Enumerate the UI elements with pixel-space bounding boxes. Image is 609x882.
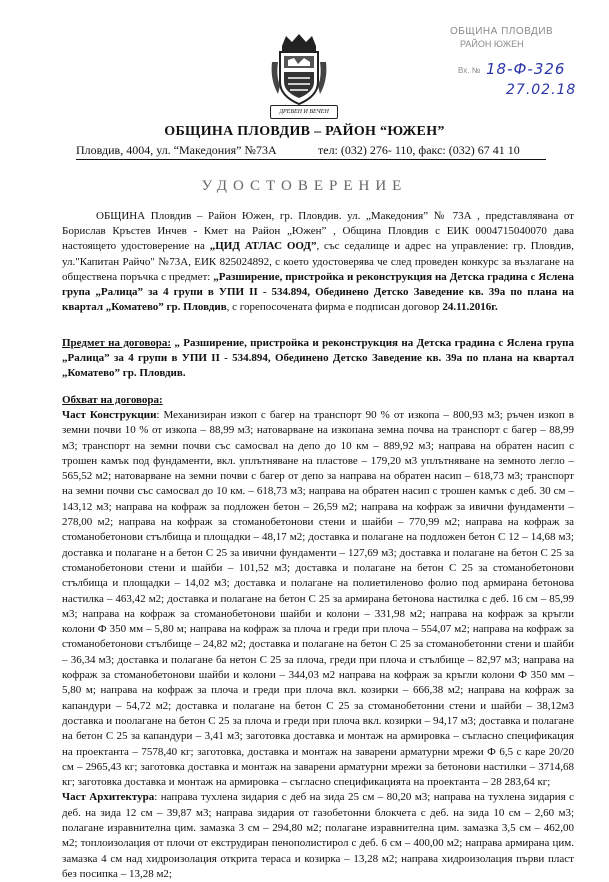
stamp-number: 18-Ф-326 <box>486 60 566 78</box>
address: Пловдив, 4004, ул. “Македония” №73А <box>76 143 277 157</box>
coat-of-arms-icon <box>268 32 330 114</box>
registration-stamp <box>448 22 600 108</box>
org-title: ОБЩИНА ПЛОВДИВ – РАЙОН “ЮЖЕН” <box>164 124 445 139</box>
crest-motto: ДРЕВЕН И ВЕЧЕН <box>270 105 338 119</box>
stamp-date: 27.02.18 <box>506 82 577 98</box>
scope-title: Обхват на договора: <box>62 394 163 406</box>
architecture-label: Част Архитектура <box>62 791 155 804</box>
scope-paragraph <box>62 408 574 882</box>
stamp-district: РАЙОН ЮЖЕН <box>460 39 524 49</box>
contract-subject <box>62 336 574 382</box>
subject-text: „ Разширение, пристройка и реконструкция на Детска градина с Яслена група „Ралица” за 4 групи в УПИ ІІ - 534.894, Обединено Детско Заведение кв. 39а по плана на квартал „Коматево” гр. Пловдив. <box>62 337 574 380</box>
construction-text: : Механизиран изкоп с багер на транспорт 90 % от изкопа – 800,93 м3; ръчен изкоп в земни почви 10 % от изкопа – 88,99 м3; натоварване на изкопана земна почва на транспорт с багер – 88,99 м3; транспорт на земни почви със самосвал на депо до 10 км – 889,92 м3; направа на обратен насип с трошен камък под фундаменти, вкл. уплътняване на пластове – 179,20 м3 уплътняване на земното легло – 565,52 м2; натоварване на земни почви с багер от депо за направа на обратен насип – 618,73 м3; транспорт на земни почви със самосвал до 10 км. – 618,73 м3; направа на обратен насип с трошен камък с деб. 30 см – 143,12 м3; направа на кофраж за подложен бетон – 26,59 м2; направа на кофраж за ивични фундаменти – 278,00 м2; направа на кофраж за стоманобетонови стени и шайби – 770,99 м2; направа на кофраж за стоманобетонови стълбища и площадки – 48,17 м2; доставка и полагане на подложен бетон С 12 – 14,68 м3; доставка и полагане н а бетон С 25 за ивични фундаменти – 127,69 м3; доставка и полагане на бетон С 25 за стоманобетонови стени и шайби – 101,52 м3; доставка и полагане на бетон С 25 за стоманобетонови стълбища и площадки – 14,02 м3; доставка и полагане на полиетиленово фолио под армирана бетонова настилка – 463,42 м2; доставка и полагане на бетон С 25 за армирана бетонова настилка с деб. 16 см – 85,99 м3; направа на кофраж за стоманобетонови шайби и колони – 331,98 м2; направа на кофраж за кръгли колони Ф 350 мм – 5,80 м; направа на кофраж за плоча и греди при плоча – 554,07 м2; направа на кофраж за стоманобетонови стълбище – 24,82 м2; доставка и полагане на бетон С 25 за стоманобетонни стени и шайби – 36,34 м3; доставка и полагане ба нетон С 25 за плоча, греди при плоча и стълбище – 82,97 м3; направа на кофраж за стоманобетонови шайби и колони – 344,03 м2 направа на кофраж за кръгли колони Ф 350 мм – 5,80 м; направа на кофраж за плоча и греди при плоча вкл. козирки – 666,38 м2; направа на кофраж за капандури – 54,72 м2; доставка и полагане на бетон С 25 за стоманобетонни стени и шайби – 38,12м3 доставка и поолагане на бетон С 25 за плоча и греди при плоча вкл. козирки – 94,17 м3; доставка и полагане на бетон С 25 за капандури – 3,41 м3; заготовка доставка и монтаж на армировка – съгласно спецификация на проектанта – 7578,40 кг; заготовка, доставка и монтаж на заварени арматурни мрежи Ф 6,5 с каре 20/20 см – 2965,43 кг; заготовка доставка и монтаж на заварени арматурни мрежи за бетонови настилки – 3714,68 кг; заготовка доставка и монтаж на армировка – съгласно спецификацията на проектанта – 28 283,64 кг; <box>62 409 574 789</box>
intro-text-2: , със седалище и адрес на управление: гр. Пловдив, ул."Капитан Райчо" №73А, ЕИК 825024892, с което удостоверява че след проведен конкурс за възлагане на обществена поръчка с предмет: <box>62 240 574 283</box>
contract-date: 24.11.2016г. <box>442 301 498 314</box>
subject-label: Предмет на договора: <box>62 337 171 349</box>
intro-paragraph <box>62 209 574 315</box>
intro-text-1: ОБЩИНА Пловдив – Район Южен, гр. Пловдив. ул. „Македония” № 73А , представлявана от Борислав Кръстев Инчев - Кмет на Район „Южен” , Община Пловдив с ЕИК 0004715040070 дава настоящето удостоверение на <box>62 210 574 253</box>
architecture-text: : направа тухлена зидария с деб на зида 25 см – 80,20 м3; направа на тухлена зидария с деб. на зида 12 см – 39,87 м3; направа зидария от газобетонни блокчета с деб. на зида 10 см – 2,60 м3; полагане изравнителна цим. замазка 3 см – 294,80 м2; полагане изравнителна цим. замазка 3,5 см – 462,00 м2; топлоизолация от плочи от екструдиран пенополистирол с деб. 6 см – 400,00 м2; направа армирана цим. замазка 4 см над хидроизолация открита тераса и козирка – 13,28 м2; направа хидроизолация първи пласт без посипка – 13,28 м2; <box>62 791 574 880</box>
intro-text-3: , с горепосочената фирма е подписан договор <box>226 301 443 314</box>
org-address-line <box>76 143 546 160</box>
phone-fax: тел: (032) 276- 110, факс: (032) 67 41 10 <box>318 143 520 157</box>
document-type-heading: УДОСТОВЕРЕНИЕ <box>201 178 408 194</box>
project-name: „Разширение, пристройка и реконструкция на Детска градина с Яслена група „Ралица” за 4 групи в УПИ ІІ - 534.894, Обединено Детско Заведение кв. 39а по плана на квартал „Коматево” гр. Пловдив <box>62 270 575 314</box>
company-name: „ЦИД АТЛАС ООД” <box>209 240 317 253</box>
stamp-label: Вх. № <box>458 66 481 75</box>
construction-label: Част Конструкции <box>62 409 157 421</box>
stamp-org: ОБЩИНА ПЛОВДИВ <box>450 26 554 37</box>
